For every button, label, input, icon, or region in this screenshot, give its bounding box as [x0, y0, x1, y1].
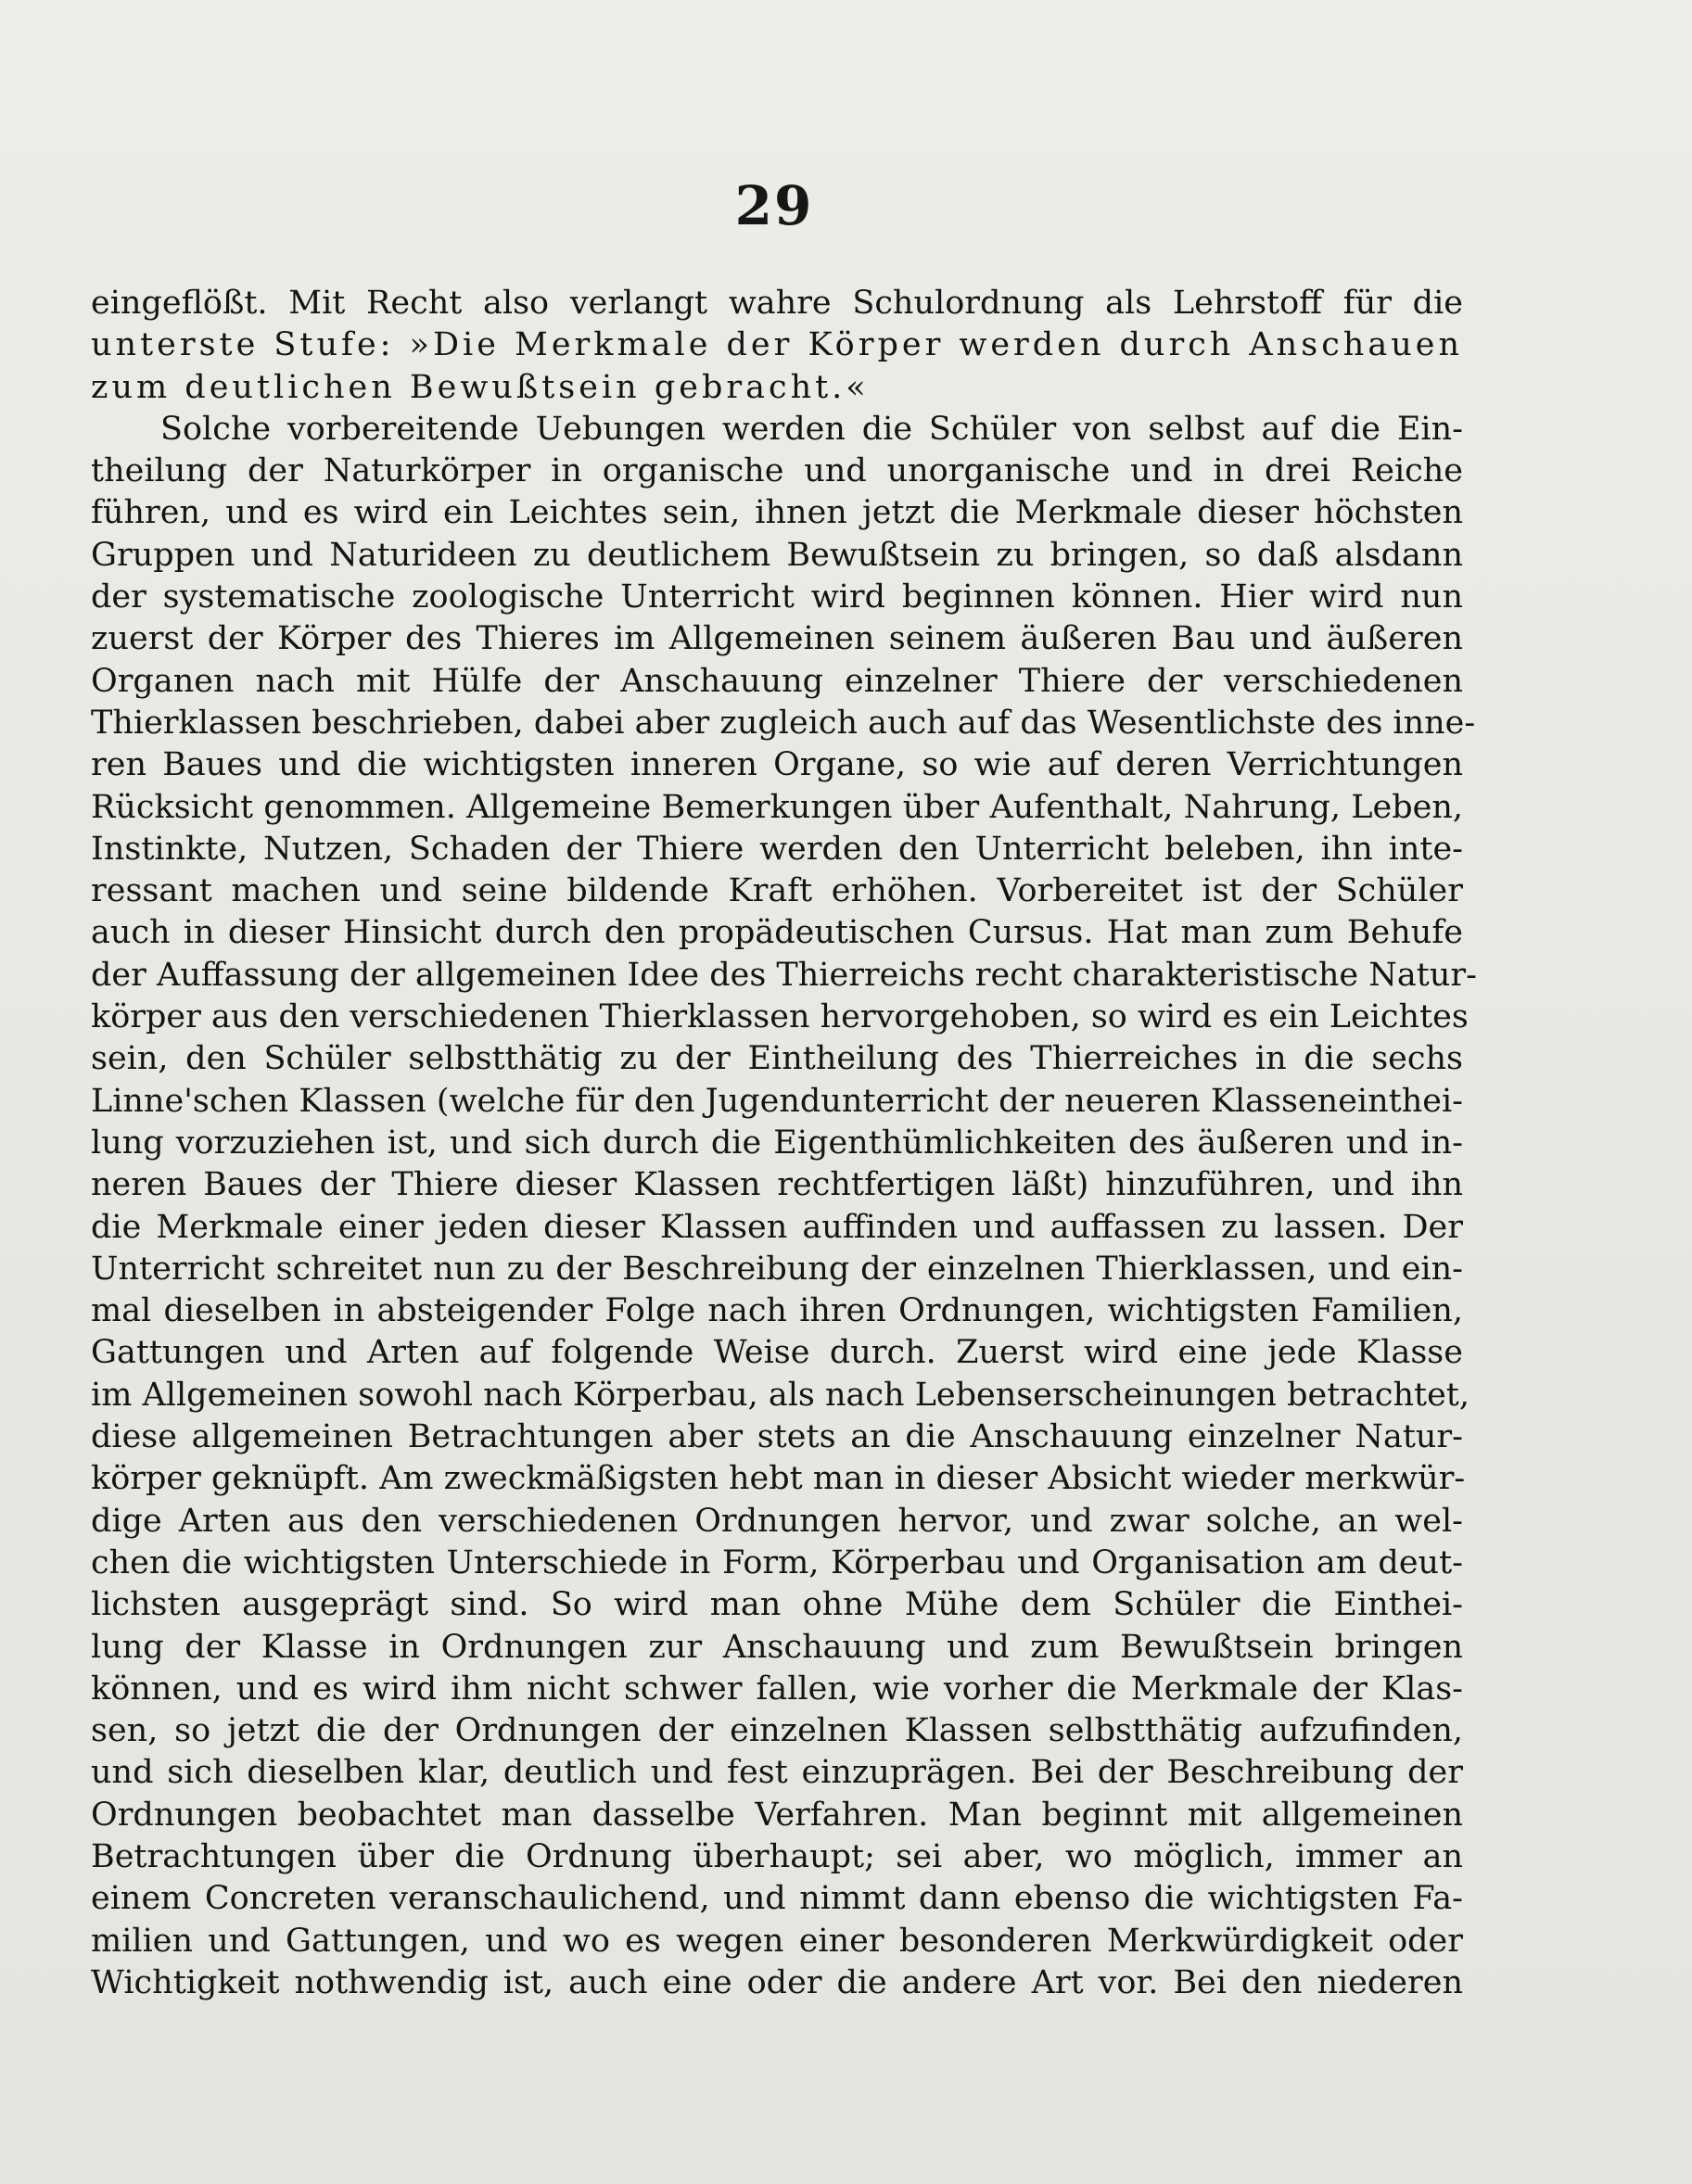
text-line: Gruppen und Naturideen zu deutlichem Bewußtsein zu bringen, so daß alsdann	[91, 536, 1463, 574]
paragraph-1	[91, 283, 1463, 409]
text-line: sein, den Schüler selbstthätig zu der Eintheilung des Thierreiches in die sechs	[91, 1040, 1463, 1078]
text-line: unterste Stufe: »Die Merkmale der Körper werden durch Anschauen	[91, 326, 1463, 364]
text-line: mal dieselben in absteigender Folge nach ihren Ordnungen, wichtigsten Familien,	[91, 1292, 1463, 1330]
text-line: einem Concreten veranschaulichend, und nimmt dann ebenso die wichtigsten Fa-	[91, 1880, 1463, 1918]
text-line: zuerst der Körper des Thieres im Allgemeinen seinem äußeren Bau und äußeren	[91, 620, 1463, 658]
text-line: Instinkte, Nutzen, Schaden der Thiere werden den Unterricht beleben, ihn inte-	[91, 830, 1463, 868]
text-line: körper geknüpft. Am zweckmäßigsten hebt man in dieser Absicht wieder merkwür-	[91, 1460, 1466, 1498]
text-line: Ordnungen beobachtet man dasselbe Verfahren. Man beginnt mit allgemeinen	[91, 1796, 1463, 1834]
text-line: lichsten ausgeprägt sind. So wird man ohne Mühe dem Schüler die Einthei-	[91, 1586, 1463, 1624]
text-line: Linne'schen Klassen (welche für den Jugendunterricht der neueren Klasseneinthei-	[91, 1082, 1463, 1120]
text-line: diese allgemeinen Betrachtungen aber stets an die Anschauung einzelner Natur-	[91, 1418, 1463, 1456]
text-line: lung der Klasse in Ordnungen zur Anschauung und zum Bewußtsein bringen	[91, 1628, 1463, 1666]
text-line: ressant machen und seine bildende Kraft erhöhen. Vorbereitet ist der Schüler	[91, 872, 1463, 910]
text-line: Gattungen und Arten auf folgende Weise durch. Zuerst wird eine jede Klasse	[91, 1334, 1463, 1372]
text-line: im Allgemeinen sowohl nach Körperbau, als nach Lebenserscheinungen betrachtet,	[91, 1376, 1469, 1414]
text-line: der systematische zoologische Unterricht wird beginnen können. Hier wird nun	[91, 578, 1463, 616]
text-line: Rücksicht genommen. Allgemeine Bemerkungen über Aufenthalt, Nahrung, Leben,	[91, 788, 1463, 826]
text-line: dige Arten aus den verschiedenen Ordnungen hervor, und zwar solche, an wel-	[91, 1502, 1463, 1540]
text-line: neren Baues der Thiere dieser Klassen rechtfertigen läßt) hinzuführen, und ihn	[91, 1166, 1463, 1204]
text-line: sen, so jetzt die der Ordnungen der einzelnen Klassen selbstthätig aufzufinden,	[91, 1712, 1463, 1750]
page-number: 29	[734, 174, 814, 237]
text-line: milien und Gattungen, und wo es wegen einer besonderen Merkwürdigkeit oder	[91, 1922, 1463, 1960]
text-line: Solche vorbereitende Uebungen werden die Schüler von selbst auf die Ein-	[160, 410, 1463, 448]
text-line: ren Baues und die wichtigsten inneren Organe, so wie auf deren Verrichtungen	[91, 746, 1463, 784]
text-line: führen, und es wird ein Leichtes sein, ihnen jetzt die Merkmale dieser höchsten	[91, 494, 1463, 532]
text-line: Organen nach mit Hülfe der Anschauung einzelner Thiere der verschiedenen	[91, 662, 1463, 700]
text-line: theilung der Naturkörper in organische und unorganische und in drei Reiche	[91, 452, 1463, 490]
text-line: zum deutlichen Bewußtsein gebracht.«	[91, 368, 870, 406]
text-line: eingeflößt. Mit Recht also verlangt wahre Schulordnung als Lehrstoff für die	[91, 285, 1463, 322]
text-line: Betrachtungen über die Ordnung überhaupt; sei aber, wo möglich, immer an	[91, 1837, 1463, 1875]
text-line: lung vorzuziehen ist, und sich durch die Eigenthümlichkeiten des äußeren und in-	[91, 1124, 1463, 1162]
text-line: Wichtigkeit nothwendig ist, auch eine oder die andere Art vor. Bei den niederen	[91, 1963, 1463, 2001]
paragraph-2	[91, 409, 1477, 2004]
text-line: auch in dieser Hinsicht durch den propädeutischen Cursus. Hat man zum Behufe	[91, 914, 1463, 952]
text-line: chen die wichtigsten Unterschiede in Form, Körperbau und Organisation am deut-	[91, 1543, 1463, 1581]
text-line: der Auffassung der allgemeinen Idee des Thierreichs recht charakteristische Natur-	[91, 956, 1477, 994]
text-line: Thierklassen beschrieben, dabei aber zugleich auch auf das Wesentlichste des inne-	[91, 704, 1476, 742]
text-line: und sich dieselben klar, deutlich und fest einzuprägen. Bei der Beschreibung der	[91, 1754, 1463, 1792]
body-text	[91, 283, 1477, 2004]
text-line: körper aus den verschiedenen Thierklassen hervorgehoben, so wird es ein Leichtes	[91, 998, 1469, 1036]
text-line: können, und es wird ihm nicht schwer fallen, wie vorher die Merkmale der Klas-	[91, 1670, 1463, 1708]
text-line: die Merkmale einer jeden dieser Klassen auffinden und auffassen zu lassen. Der	[91, 1208, 1463, 1246]
text-line: Unterricht schreitet nun zu der Beschreibung der einzelnen Thierklassen, und ein-	[91, 1250, 1463, 1288]
